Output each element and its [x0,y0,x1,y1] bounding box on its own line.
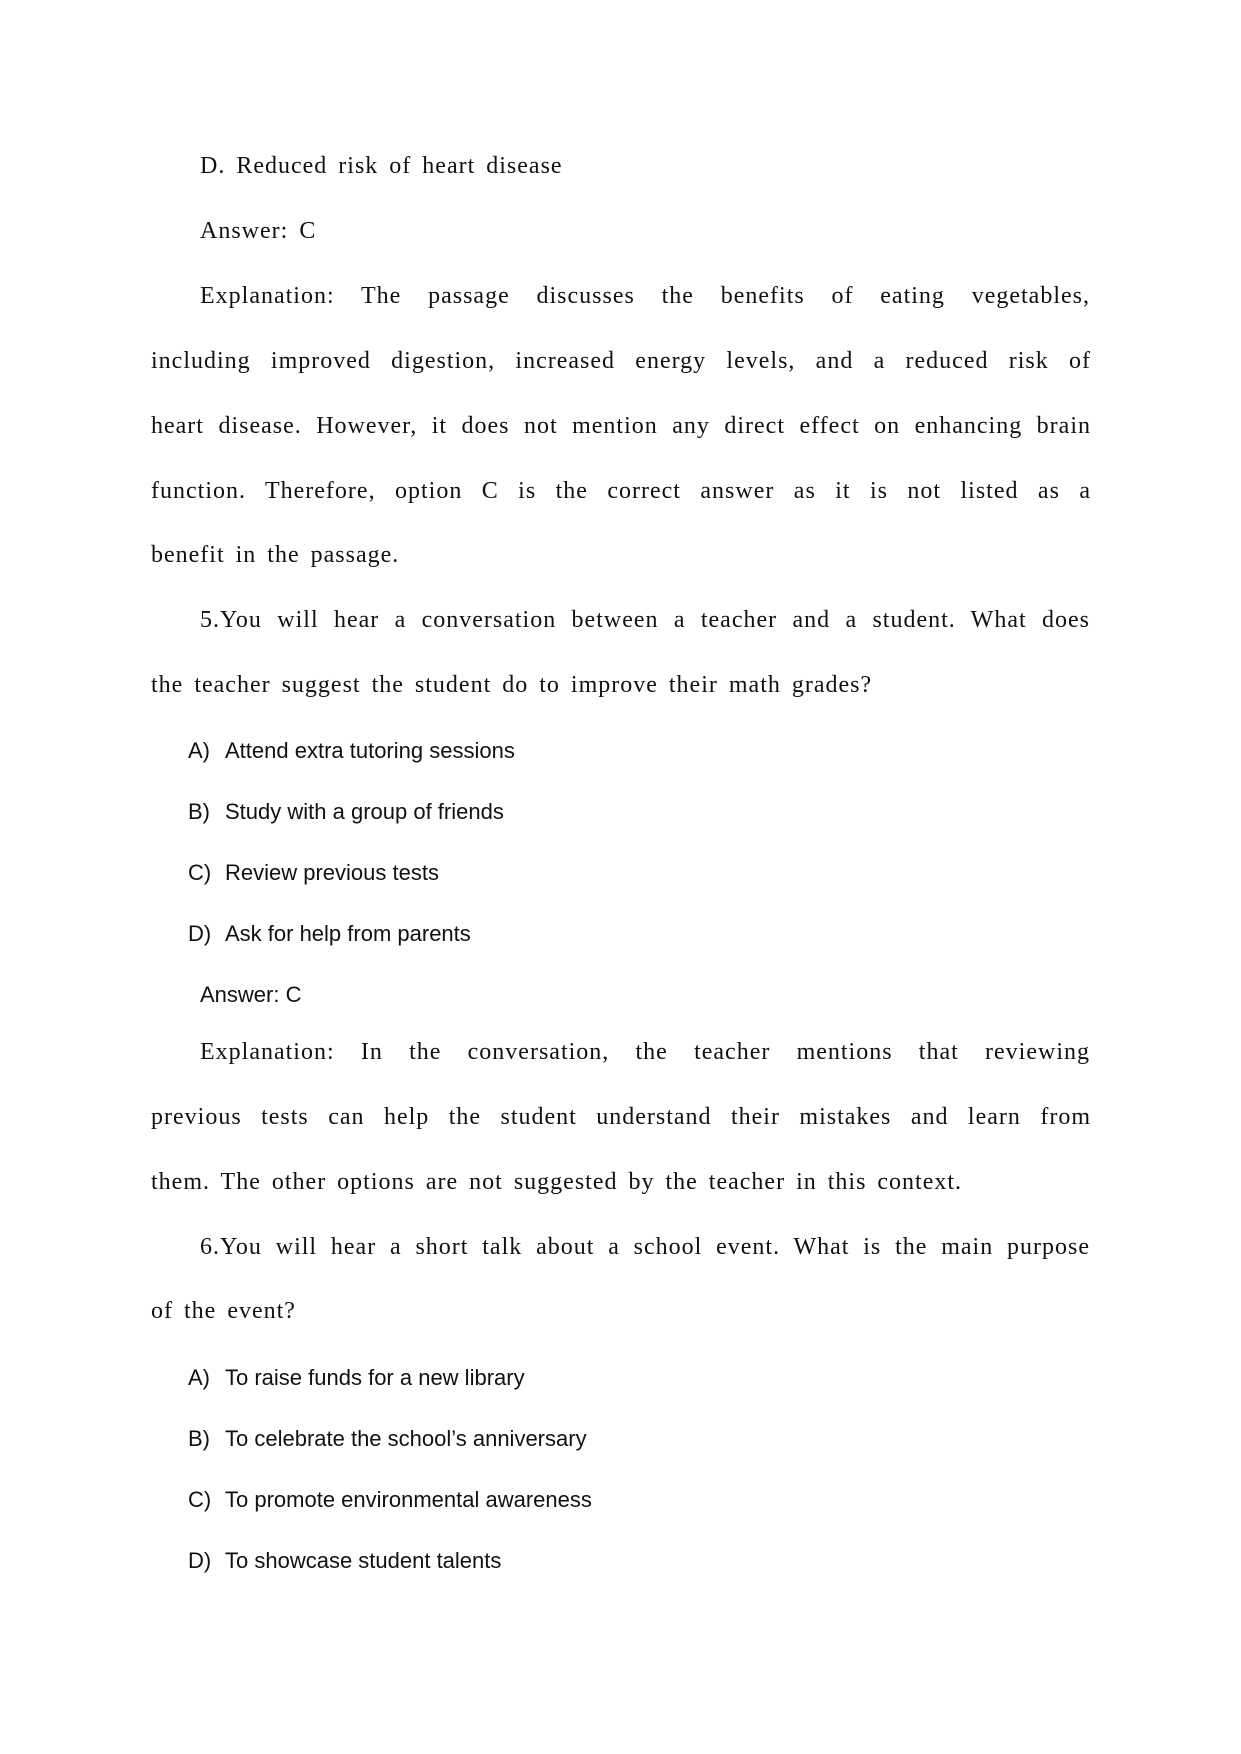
q5-answer: Answer: C [200,982,302,1007]
option-text: Study with a group of friends [225,799,504,824]
q5-explanation-line: previous tests can help the student understand their mistakes and learn from [151,1104,1091,1130]
q6-option-d [188,1546,501,1576]
q4-explanation-line: heart disease. However, it does not mention any direct effect on enhancing brain [151,413,1091,439]
option-text: To promote environmental awareness [225,1487,592,1512]
option-text: To showcase student talents [225,1548,502,1573]
q6-option-b [188,1424,587,1454]
q6-option-a [188,1363,525,1393]
q4-explanation-line: benefit in the passage. [151,542,400,568]
q4-explanation-line: function. Therefore, option C is the correct answer as it is not listed as a [151,478,1091,504]
option-letter: B) [188,799,210,824]
option-letter: B) [188,1426,210,1451]
q5-option-a [188,736,515,766]
option-text: Attend extra tutoring sessions [225,738,515,763]
q6-question-line: of the event? [151,1298,296,1324]
q5-explanation-line: Explanation: In the conversation, the teacher mentions that reviewing [200,1039,1090,1065]
option-text: Review previous tests [225,860,439,885]
option-text: Ask for help from parents [225,921,471,946]
q4-explanation-line: Explanation: The passage discusses the benefits of eating vegetables, [200,283,1090,309]
q5-explanation-line: them. The other options are not suggested by the teacher in this context. [151,1169,963,1195]
option-text: To raise funds for a new library [225,1365,525,1390]
q5-question-line: 5.You will hear a conversation between a teacher and a student. What does [200,607,1090,633]
q4-explanation-line: including improved digestion, increased energy levels, and a reduced risk of [151,348,1091,374]
q4-option-d: D. Reduced risk of heart disease [200,153,563,179]
q4-answer: Answer: C [200,218,317,244]
q6-question-line: 6.You will hear a short talk about a school event. What is the main purpose [200,1234,1090,1260]
option-letter: C) [188,1487,212,1512]
q6-option-c [188,1485,592,1515]
q5-option-b [188,797,504,827]
option-text: To celebrate the school’s anniversary [225,1426,587,1451]
q5-option-c [188,858,439,888]
option-letter: C) [188,860,212,885]
option-letter: D) [188,1548,212,1573]
option-letter: A) [188,1365,210,1390]
option-letter: A) [188,738,210,763]
option-letter: D) [188,921,212,946]
q5-option-d [188,919,471,949]
q5-question-line: the teacher suggest the student do to improve their math grades? [151,672,873,698]
